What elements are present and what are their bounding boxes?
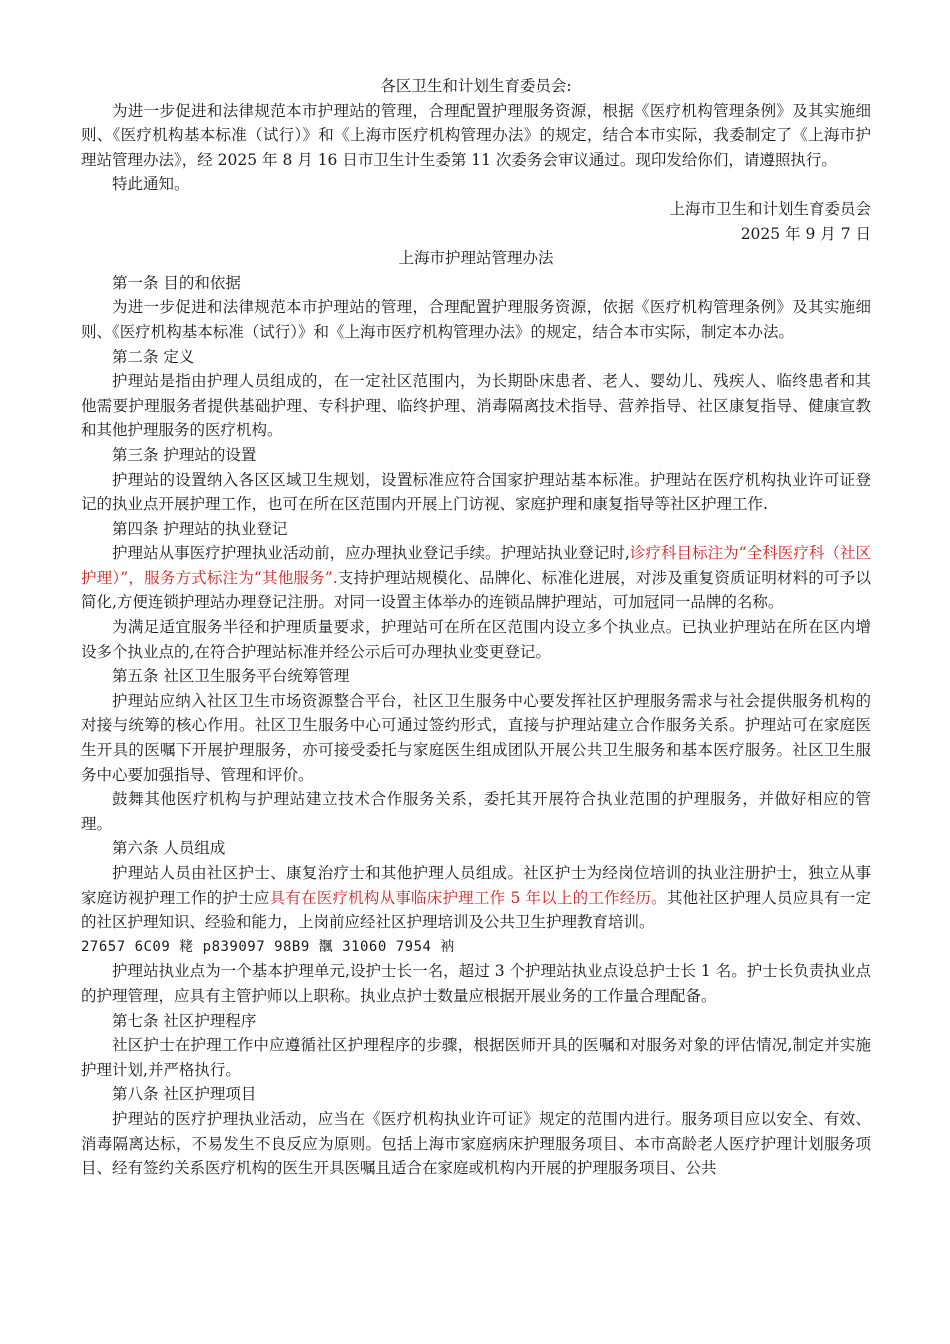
article-5-paragraph-2: 鼓舞其他医疗机构与护理站建立技术合作服务关系，委托其开展符合执业范围的护理服务，并做好相应的管理。 (81, 790, 871, 833)
notice-issuer: 上海市卫生和计划生育委员会 (669, 199, 871, 218)
article-6-paragraph-1 (81, 861, 871, 935)
article-5-heading: 第五条 社区卫生服务平台统筹管理 (112, 667, 350, 686)
article-6-p1-tail: 其他社区护理人员应具有一定的社区护理知识、经验和能力，上岗前应经社区护理培训及公共卫生护理教育培训。 (81, 888, 871, 932)
article-4-heading: 第四条 护理站的执业登记 (112, 519, 288, 538)
article-1-heading: 第一条 目的和依据 (112, 273, 241, 292)
code-line: 27657 6C09 粩 p839097 98B9 飁 31060 7954 衲 (81, 938, 455, 955)
notice-date: 2025 年 9 月 7 日 (740, 224, 871, 243)
article-6-highlight: 具有在医疗机构从事临床护理工作 5 年以上的工作经历。 (269, 888, 667, 907)
article-3-heading: 第三条 护理站的设置 (112, 445, 257, 464)
article-1-text: 为进一步促进和法律规范本市护理站的管理，合理配置护理服务资源，依据《医疗机构管理条例》及其实施细则、《医疗机构基本标准（试行）》和《上海市医疗机构管理办法》的规定，结合本市实际，制定本办法。 (81, 298, 871, 341)
article-4-p1-lead: 护理站从事医疗护理执业活动前，应办理执业登记手续。护理站执业登记时, (112, 544, 630, 563)
notice-body: 为进一步促进和法律规范本市护理站的管理，合理配置护理服务资源，根据《医疗机构管理条例》及其实施细则、《医疗机构基本标准（试行）》和《上海市医疗机构管理办法》的规定，结合本市实际，我委制定了《上海市护理站管理办法》，经 2025 年 8 月 16 日市卫生计生委第 11 次委务会审议通过。现印发给你们，请遵照执行。 (81, 101, 871, 169)
article-7-text: 社区护士在护理工作中应遵循社区护理程序的步骤，根据医师开具的医嘱和对服务对象的评估情况,制定并实施护理计划,并严格执行。 (81, 1036, 871, 1079)
notice-salutation: 各区卫生和计划生育委员会: (380, 77, 572, 95)
article-4-p1-tail: 支持护理站规模化、品牌化、标准化进展，对涉及重复资质证明材料的可予以简化,方便连锁护理站办理登记注册。对同一设置主体举办的连锁品牌护理站，可加冠同一品牌的名称。 (81, 568, 871, 612)
article-2-text: 护理站是指由护理人员组成的，在一定社区范围内，为长期卧床患者、老人、婴幼儿、残疾人、临终患者和其他需要护理服务者提供基础护理、专科护理、临终护理、消毒隔离技术指导、营养指导、社区康复指导、健康宣教和其他护理服务的医疗机构。 (81, 372, 871, 440)
article-6-heading: 第六条 人员组成 (112, 839, 226, 858)
rules-title: 上海市护理站管理办法 (398, 249, 554, 268)
article-6-paragraph-2: 护理站执业点为一个基本护理单元,设护士长一名，超过 3 个护理站执业点设总护士长 1 名。护士长负责执业点的护理管理，应具有主管护师以上职称。执业点护士数量应根据开展业务的工作量合理配备。 (81, 962, 871, 1005)
notice-closing: 特此通知。 (112, 175, 190, 194)
article-7-heading: 第七条 社区护理程序 (112, 1011, 257, 1030)
article-8-text: 护理站的医疗护理执业活动，应当在《医疗机构执业许可证》规定的范围内进行。服务项目应以安全、有效、消毒隔离达标，不易发生不良反应为原则。包括上海市家庭病床护理服务项目、本市高龄老人医疗护理计划服务项目、经有签约关系医疗机构的医生开具医嘱且适合在家庭或机构内开展的护理服务项目、公共 (81, 1109, 871, 1178)
article-4-highlight: 诊疗科目标注为“全科医疗科（社区护理）”，服务方式标注为“其他服务”. (81, 544, 871, 587)
article-5-paragraph-1: 护理站应纳入社区卫生市场资源整合平台，社区卫生服务中心要发挥社区护理服务需求与社会提供服务机构的对接与统筹的核心作用。社区卫生服务中心可通过签约形式，直接与护理站建立合作服务关系。护理站可在家庭医生开具的医嘱下开展护理服务，亦可接受委托与家庭医生组成团队开展公共卫生服务和基本医疗服务。社区卫生服务中心要加强指导、管理和评价。 (81, 691, 871, 784)
document-page (81, 74, 871, 1181)
article-3-text: 护理站的设置纳入各区区域卫生规划，设置标准应符合国家护理站基本标准。护理站在医疗机构执业许可证登记的执业点开展护理工作，也可在所在区范围内开展上门访视、家庭护理和康复指导等社区护理工作. (81, 470, 871, 514)
article-8-heading: 第八条 社区护理项目 (112, 1085, 257, 1104)
article-4-paragraph-2: 为满足适宜服务半径和护理质量要求，护理站可在所在区范围内设立多个执业点。已执业护理站在所在区内增设多个执业点的,在符合护理站标准并经公示后可办理执业变更登记。 (81, 618, 871, 661)
article-2-heading: 第二条 定义 (112, 347, 195, 366)
article-4-paragraph-1 (81, 541, 871, 615)
article-6-p1-lead: 护理站人员由社区护士、康复治疗士和其他护理人员组成。社区护士为经岗位培训的执业注册护士，独立从事家庭访视护理工作的护士应 (81, 864, 871, 907)
